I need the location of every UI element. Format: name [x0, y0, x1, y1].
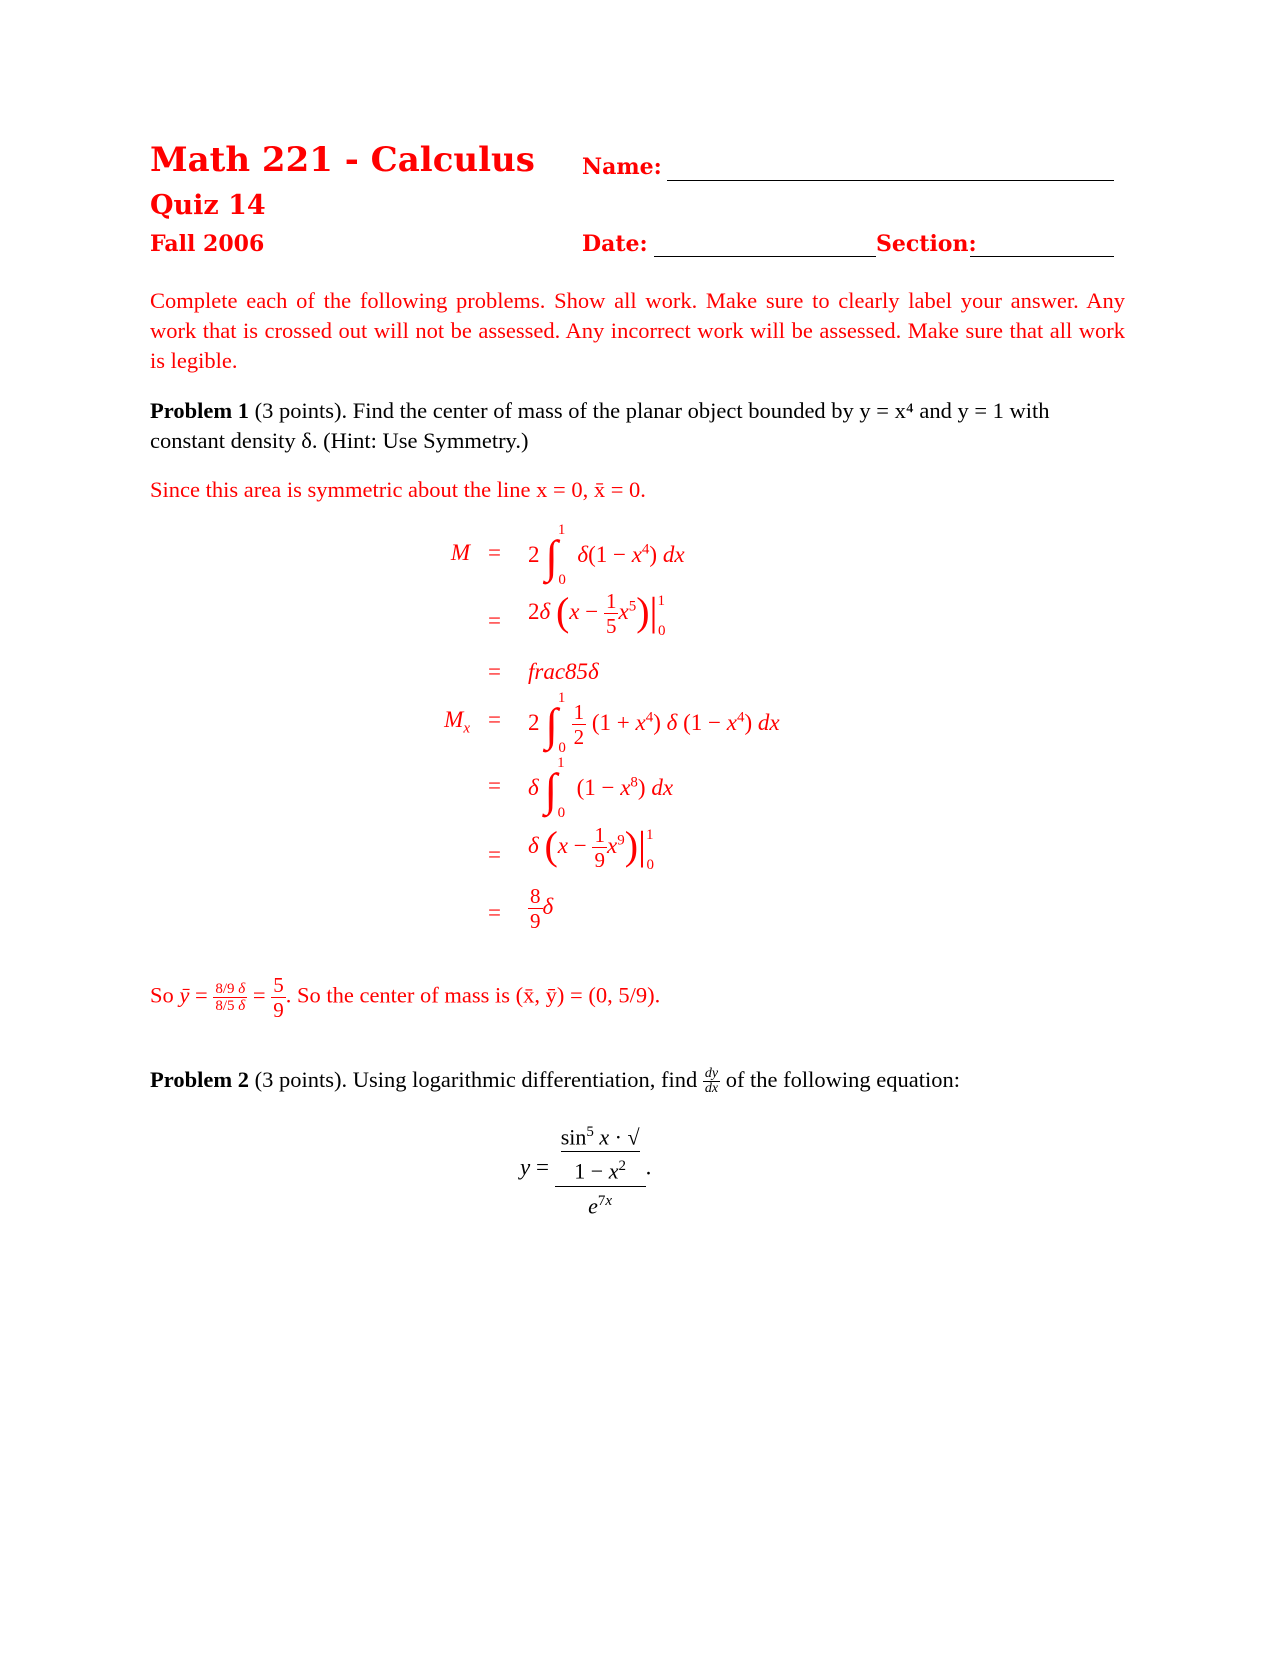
problem-2-text-after: of the following equation:: [725, 1067, 961, 1092]
name-blank-line[interactable]: [667, 180, 1114, 181]
quiz-title: Quiz 14: [150, 190, 266, 221]
equals-sign: =: [488, 659, 501, 684]
mass-antiderivative: 2δ (x − $\frac{1}{5}$ $x^5)|^1_0$: [528, 589, 666, 639]
problem-1-points: (3 points).: [254, 398, 348, 423]
mass-integral: 2 ∫$^1_0$ $\delta(1 - x^4)$ dx: [528, 522, 685, 588]
instructions: Complete each of the following problems. Show all work. Make sure to clearly label your answer. Any work that is crossed out will not be assessed. Any incorrect work will be assessed. Make sure that all work is legible.: [150, 288, 1125, 373]
term-label: Fall 2006: [150, 231, 265, 257]
course-title: Math 221 - Calculus: [150, 140, 535, 180]
center-of-mass-conclusion: So ȳ = $\frac{8/9 \delta}{8/5 \delta}$ = $\frac{5}{9}$ . So the center of mass is (x̄, ȳ) = (0, 5/9).: [150, 973, 661, 1022]
symmetry-note: Since this area is symmetric about the line x = 0, x̄ = 0.: [150, 477, 646, 502]
equals-sign: =: [488, 707, 501, 732]
equals-sign: =: [488, 900, 501, 925]
date-blank-line[interactable]: [654, 256, 876, 257]
name-label: Name:: [582, 154, 662, 180]
problem-2-text-before: Using logarithmic differentiation, find: [352, 1067, 698, 1092]
moment-integral: 2 ∫$^1_0$ $\frac{1}{2}$ $(1 + x^4)$ δ $(1 - x^4)$ dx: [528, 690, 780, 756]
lhs-M: M: [450, 540, 470, 565]
section-label: Section:: [876, 231, 977, 257]
moment-result: $\frac{8}{9}$ δ: [530, 884, 554, 933]
section-blank-line[interactable]: [970, 256, 1114, 257]
equals-sign: =: [488, 842, 501, 867]
equals-sign: =: [488, 608, 501, 633]
problem-2: Problem 2 (3 points). Using logarithmic differentiation, find $\frac{dy}{dx}$ of the following equation:: [150, 1066, 961, 1097]
equals-sign: =: [488, 773, 501, 798]
problem-1-label: Problem 1: [150, 398, 249, 423]
problem-2-label: Problem 2: [150, 1067, 249, 1092]
moment-antiderivative: δ (x − $\frac{1}{9}$ $x^9)|^1_0$: [528, 823, 655, 873]
equals-sign: =: [488, 540, 501, 565]
problem-2-points: (3 points).: [254, 1067, 348, 1092]
problem-1: [150, 396, 1125, 456]
lhs-Mx: $M_x$: [444, 707, 470, 737]
mass-result-typo: frac85δ: [528, 659, 599, 684]
problem-2-equation: y = $\sin^5 x$ · √ $1 - x^2$ $e^{7x}$ .: [520, 1118, 651, 1220]
date-label: Date:: [582, 231, 648, 257]
moment-simplified: δ ∫$^1_0$ $(1 - x^8)$ dx: [528, 755, 674, 821]
problem-1-text: Find the center of mass of the planar object bounded by y = x⁴ and y = 1 with constant density δ. (Hint: Use Symmetry.): [150, 398, 1050, 453]
